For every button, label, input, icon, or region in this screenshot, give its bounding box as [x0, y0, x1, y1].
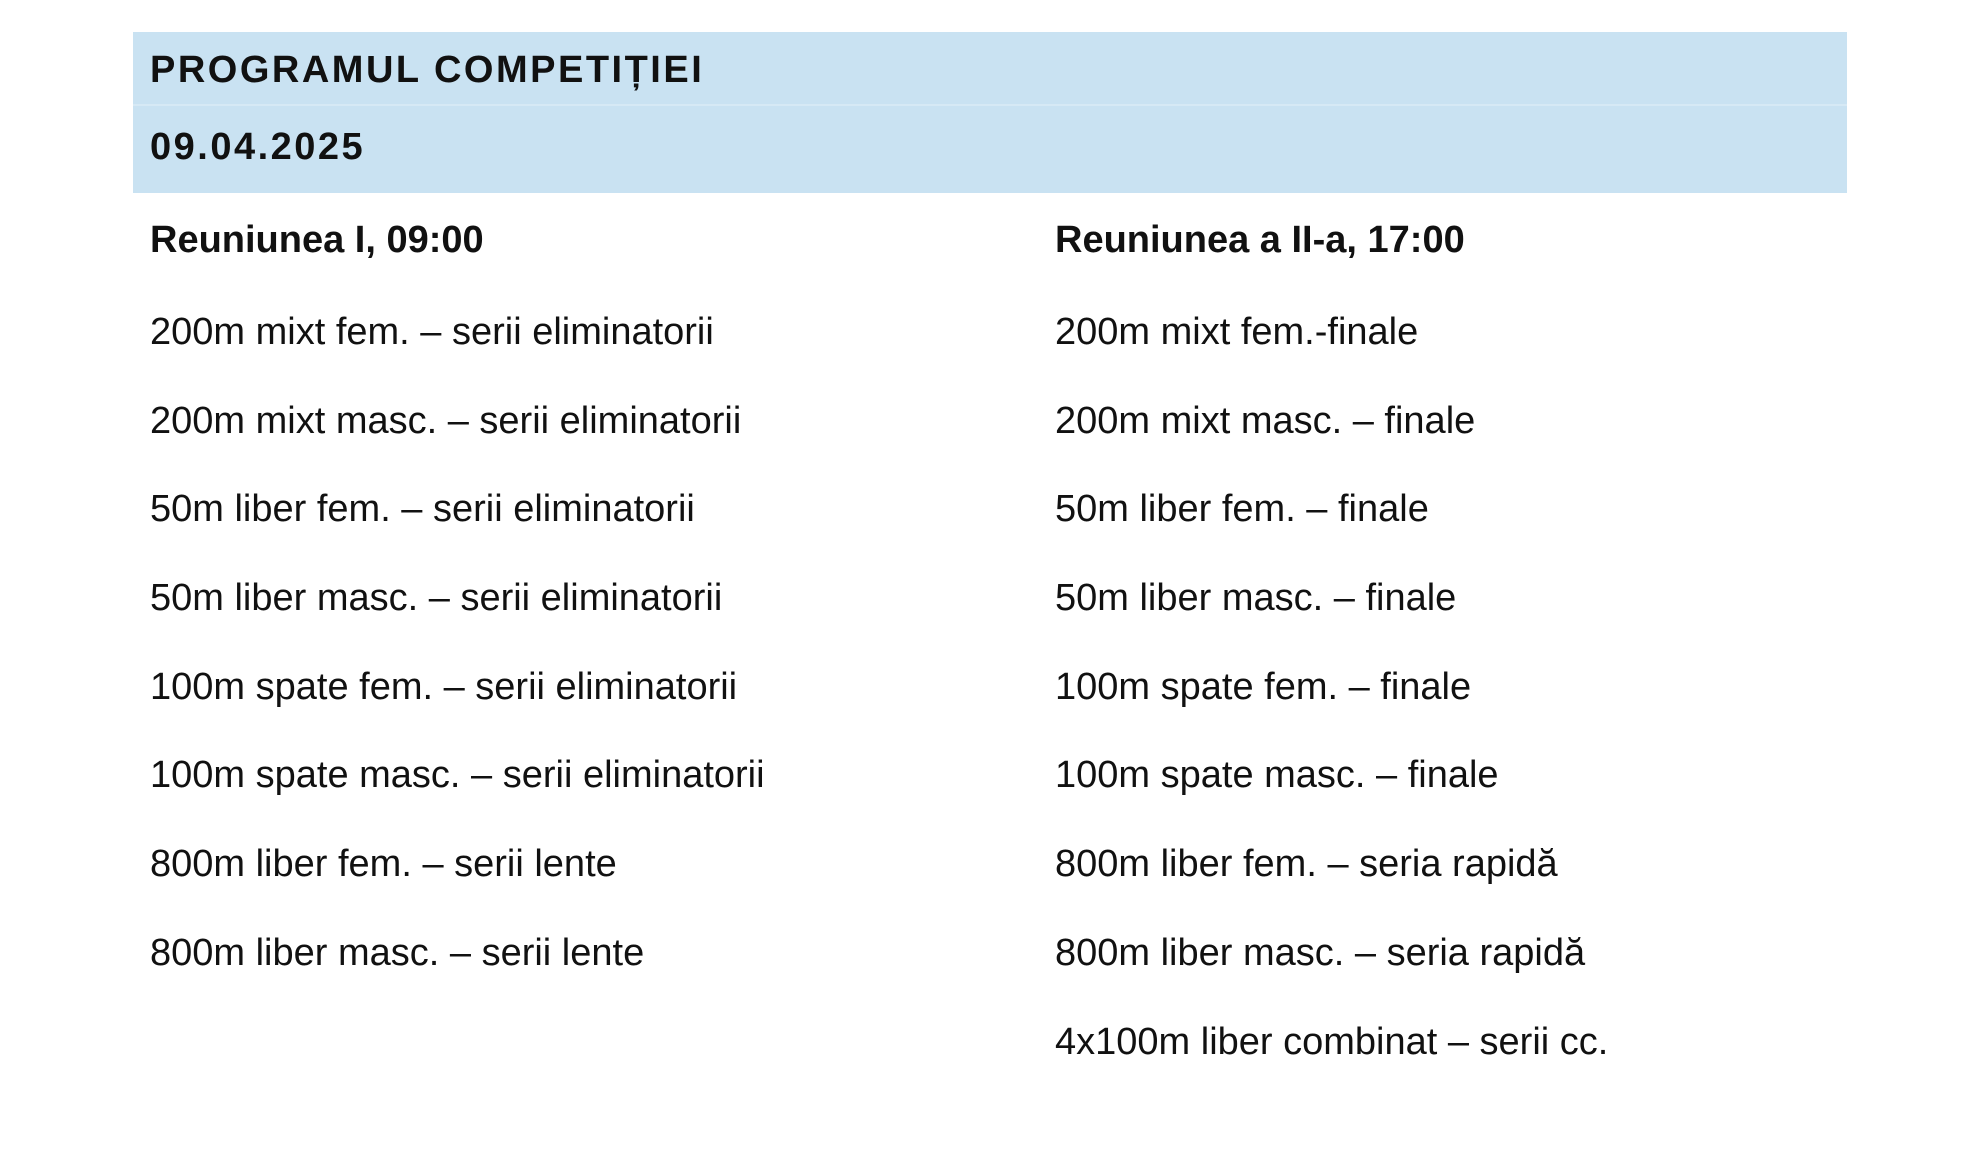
- event-item: 100m spate masc. – serii eliminatorii: [150, 754, 765, 797]
- session-heading: Reuniunea a II-a, 17:00: [1055, 219, 1465, 261]
- event-item: 800m liber fem. – serii lente: [150, 843, 617, 886]
- event-item: 50m liber masc. – serii eliminatorii: [150, 577, 723, 620]
- program-date: 09.04.2025: [150, 126, 366, 168]
- event-item: 50m liber fem. – finale: [1055, 488, 1429, 531]
- event-item: 800m liber masc. – seria rapidă: [1055, 931, 1586, 974]
- event-item: 200m mixt fem.-finale: [1055, 311, 1419, 353]
- event-item: 800m liber masc. – serii lente: [150, 931, 645, 974]
- event-item: 50m liber masc. – finale: [1055, 577, 1457, 620]
- event-item: 800m liber fem. – seria rapidă: [1055, 843, 1558, 886]
- program-title: PROGRAMUL COMPETIȚIEI: [150, 49, 705, 91]
- session-evening: [1055, 218, 1609, 1063]
- event-item: 200m mixt masc. – finale: [1055, 399, 1476, 442]
- session-morning: [150, 218, 765, 974]
- event-item: 4x100m liber combinat – serii cc.: [1055, 1020, 1609, 1063]
- event-item: 100m spate masc. – finale: [1055, 754, 1499, 797]
- event-list: [1055, 310, 1608, 1108]
- event-item: 100m spate fem. – serii eliminatorii: [150, 665, 738, 708]
- event-item: 50m liber fem. – serii eliminatorii: [150, 488, 695, 531]
- program-header: [133, 32, 1847, 193]
- session-heading: Reuniunea I, 09:00: [150, 219, 484, 261]
- header-divider: [133, 104, 1847, 106]
- event-item: 200m mixt fem. – serii eliminatorii: [150, 311, 714, 353]
- event-item: 200m mixt masc. – serii eliminatorii: [150, 399, 742, 442]
- event-item: 100m spate fem. – finale: [1055, 665, 1472, 708]
- event-list: [150, 310, 765, 1020]
